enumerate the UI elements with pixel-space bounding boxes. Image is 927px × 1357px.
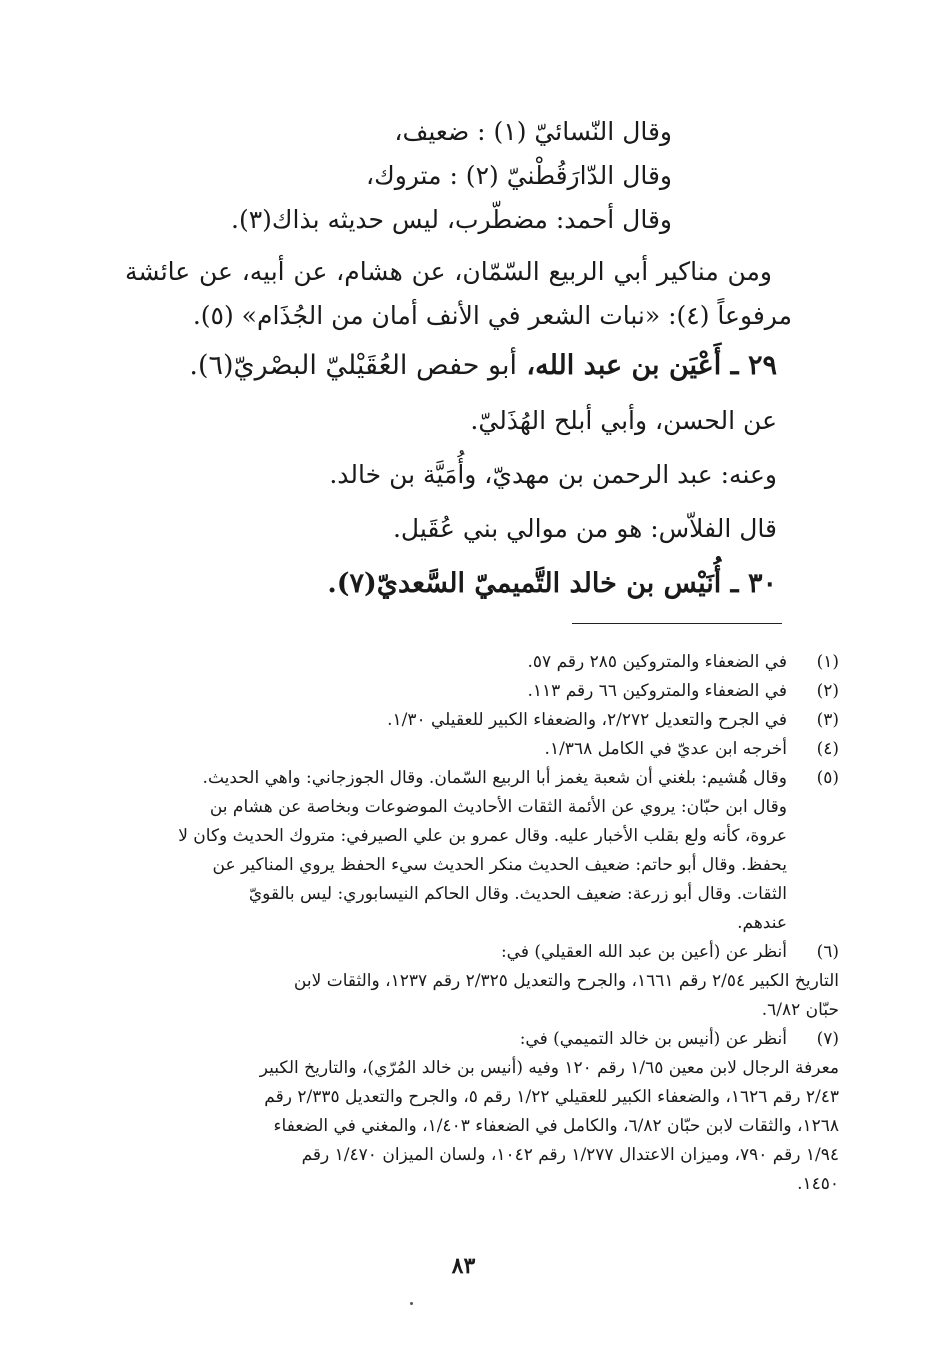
footnote-number: (٤) [816,739,839,759]
entry-29-heading [125,338,782,394]
spacer [125,242,782,250]
footnote-number: (٥) [816,768,839,788]
footnote-line: ٢/٤٣ رقم ١٦٢٦، والضعفاء الكبير للعقيلي ١/٢٢ رقم ٥، والجرح والتعديل ٢/٣٣٥ رقم [264,1087,839,1107]
footnote-line: معرفة الرجال لابن معين ١/٦٥ رقم ١٢٠ وفيه (أنيس بن خالد المُرّي)، والتاريخ الكبير [259,1058,839,1078]
footnote-4 [88,735,839,764]
footnote-line: ١٢٦٨، والثقات لابن حبّان ٦/٨٢، والكامل في الضعفاء ١/٤٠٣، والمغني في الضعفاء [273,1116,839,1136]
main-text [125,110,792,612]
entry-29-line: عن الحسن، وأبي أبلح الهُذَليّ. [470,406,777,435]
footnote-line: في الجرح والتعديل ٢/٢٧٢، والضعفاء الكبير للعقيلي ١/٣٠. [387,710,787,730]
footnote-5 [88,764,839,938]
footnote-line: الثقات. وقال أبو زرعة: ضعيف الحديث. وقال الحاكم النيسابوري: ليس بالقويّ [248,884,787,904]
page-number: ٨٣ [451,1253,476,1279]
text-line: وقال النّسائيّ (١) : ضعيف، [394,117,672,146]
footnotes [88,648,839,1199]
footnote-line: وقال ابن حبّان: يروي عن الأئمة الثقات الأحاديث الموضوعات وبخاصة عن هشام بن [209,797,787,817]
footnote-line: يحفظ. وقال أبو حاتم: ضعيف الحديث منكر الحديث سيء الحفظ يروي المناكير عن [212,855,787,875]
footnote-line: أخرجه ابن عديّ في الكامل ١/٣٦٨. [544,739,787,759]
footnote-line: حبّان ٦/٨٢. [761,1000,839,1020]
footnote-line: أنظر عن (أعين بن عبد الله العقيلي) في: [500,942,787,962]
footnote-number: (٦) [816,942,839,962]
text-line: مرفوعاً (٤): «نبات الشعر في الأنف أمان من الجُذَام» (٥). [192,301,792,330]
text-line: وقال الدّارَقُطْنيّ (٢) : متروك، [366,161,672,190]
entry-29-line: وعنه: عبد الرحمن بن مهديّ، وأُمَيَّة بن خالد. [329,460,777,489]
footnote-number: (١) [816,652,839,672]
entry-29-line: قال الفلاّس: هو من موالي بني عُقَيل. [392,514,777,543]
footnote-7 [88,1025,839,1199]
footnote-number: (٧) [816,1029,839,1049]
footnote-line: عروة، كأنه ولع بقلب الأخبار عليه. وقال عمرو بن علي الصيرفي: متروك الحديث وكان لا [178,826,787,846]
footnote-line: في الضعفاء والمتروكين ٢٨٥ رقم ٥٧. [527,652,787,672]
footnote-number: (٢) [816,681,839,701]
text-line: ومن مناكير أبي الربيع السّمّان، عن هشام، عن أبيه، عن عائشة [125,257,772,286]
footnote-3 [88,706,839,735]
footnote-divider [572,623,782,624]
text-line: وقال أحمد: مضطّرب، ليس حديثه بذاك(٣). [231,205,672,234]
footnote-line: ١٤٥٠. [797,1174,839,1194]
footnote-line: أنظر عن (أنيس بن خالد التميمي) في: [519,1029,787,1049]
footnote-line: عندهم. [737,913,787,933]
footnote-line: وقال هُشيم: بلغني أن شعبة يغمز أبا الربيع السّمان. وقال الجوزجاني: واهي الحديث. [202,768,787,788]
footnote-line: ١/٩٤ رقم ٧٩٠، وميزان الاعتدال ١/٢٧٧ رقم ١٠٤٢، ولسان الميزان ١/٤٧٠ رقم [301,1145,839,1165]
footnote-6 [88,938,839,1025]
footnote-line: التاريخ الكبير ٢/٥٤ رقم ١٦٦١، والجرح والتعديل ٢/٣٢٥ رقم ١٢٣٧، والثقات لابن [293,971,839,991]
footnote-1 [88,648,839,677]
entry-30-heading: ٣٠ ـ أُنَيْس بن خالد التَّميميّ السَّعديّ(٧). [327,568,777,599]
entry-29-kunya: أبو حفص العُقَيْليّ البصْريّ(٦). [189,350,517,381]
footnote-line: في الضعفاء والمتروكين ٦٦ رقم ١١٣. [527,681,787,701]
speck-mark [410,1302,413,1305]
entry-29-name: ٢٩ ـ أَعْيَن بن عبد الله، [526,350,777,381]
footnote-2 [88,677,839,706]
footnote-number: (٣) [816,710,839,730]
